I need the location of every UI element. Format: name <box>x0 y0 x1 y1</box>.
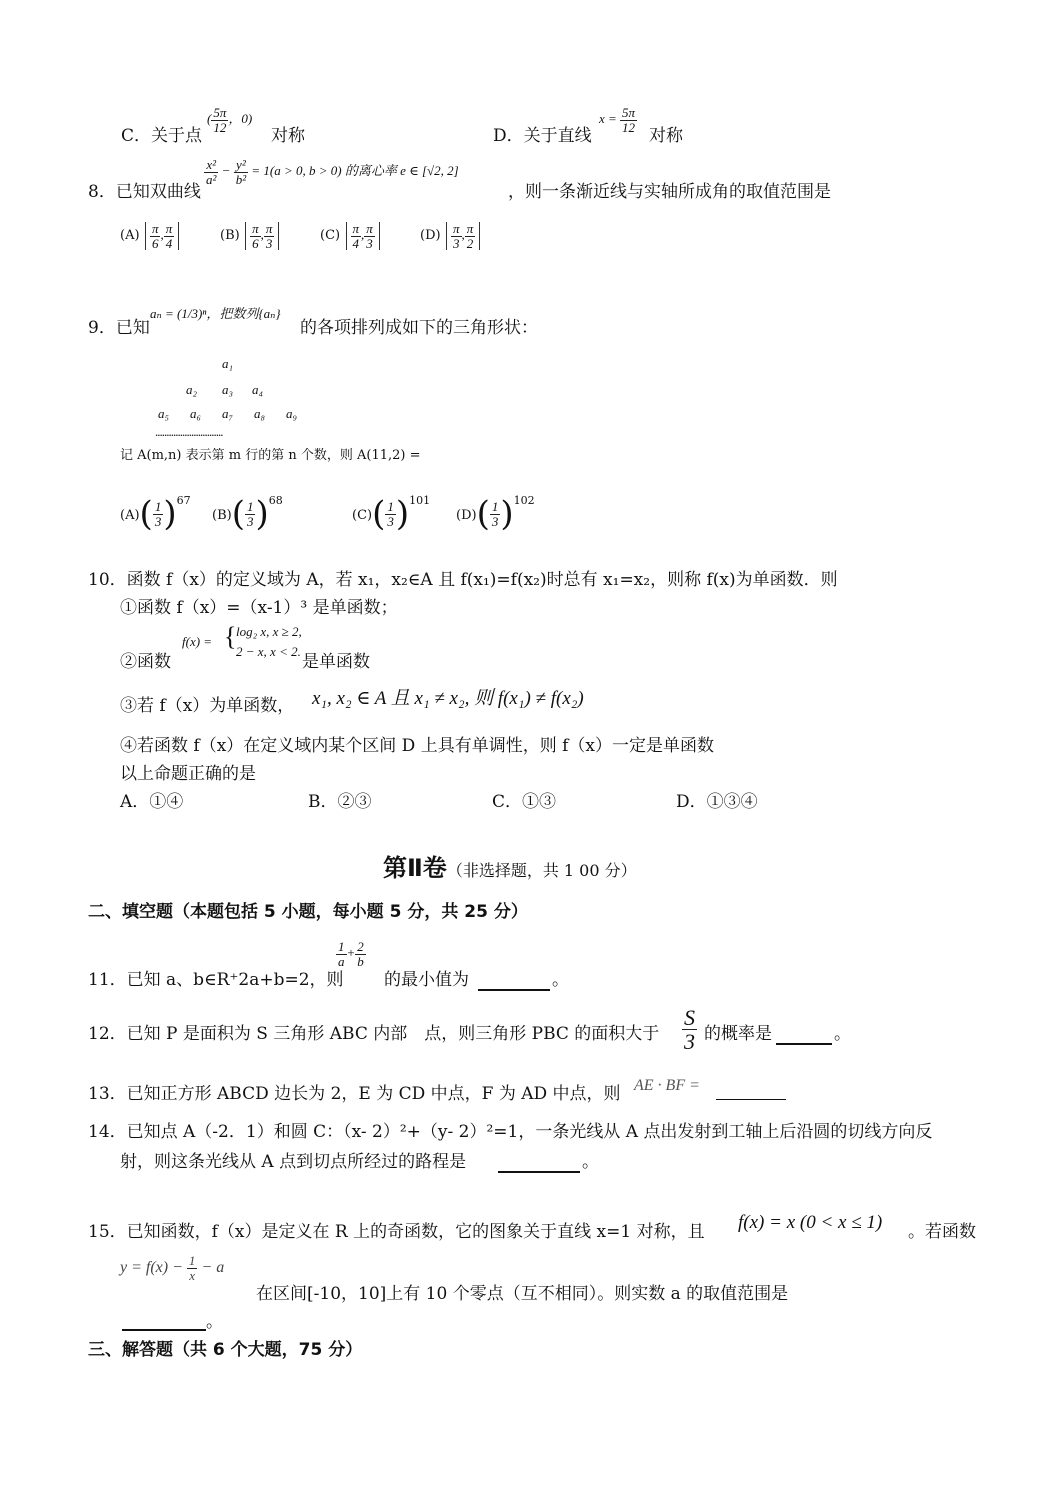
q8-hyperbola-formula: $\frac{\text{x²}}{\text{a²}}$ − $\frac{\text{y²}}{\text{b²}}$ = 1(a > 0, b > 0) 的离心率 e ∈ [√2, 2] <box>206 157 459 187</box>
q9-option-c: (C)( $\frac{1}{3}$ )$^{101}$ <box>352 494 431 534</box>
q8-options <box>120 222 520 268</box>
section-3-heading: 三、解答题（共 6 个大题，75 分） <box>88 1340 363 1360</box>
q13-answer-blank[interactable] <box>716 1098 786 1100</box>
q9-sequence-formula: aₙ = (1/3)ⁿ，把数列{aₙ} <box>150 306 281 321</box>
q11: 11．已知 a、b∈R⁺2a+b=2，则 $\frac{1}{a}$ + $\frac{2}{b}$ 的最小值为 。 <box>88 939 569 990</box>
q8-option-b: (B) $\frac{\pi}{6}$ , $\frac{\pi}{3}$ <box>220 222 279 250</box>
q8-option-c: (C) $\frac{\pi}{4}$ , $\frac{\pi}{3}$ <box>320 222 380 250</box>
q11-answer-blank[interactable] <box>478 988 550 991</box>
q10-options <box>120 792 780 816</box>
q9-options <box>120 494 550 550</box>
q10-stem: 10．函数 f（x）的定义域为 A，若 x₁，x₂∈A 且 f(x₁)=f(x₂)时总有 x₁=x₂，则称 f(x)为单函数．则 <box>88 570 838 590</box>
q9-triangle: a₁ a₂ a₃ a₄ a₅ a₆ a₇ a₈ a₉ .............................. <box>155 356 298 439</box>
q12: 12．已知 P 是面积为 S 三角形 ABC 内部 点，则三角形 PBC 的面积大于 $\frac{S}{3}$ 的概率是 。 <box>88 1005 851 1055</box>
part2-title: 第Ⅱ卷（非选择题，共 1 00 分） <box>383 854 637 882</box>
q15-line-2: y = f(x) − $\frac{1}{x}$ − a 在区间[-10，10]上有 10 个零点（互不相同）。则实数 a 的取值范围是 <box>120 1253 789 1304</box>
q10-option-b: B．②③ <box>308 792 372 812</box>
q7-c-label: C．关于点 <box>121 126 203 146</box>
q9-option-d: (D)( $\frac{1}{3}$ )$^{102}$ <box>456 494 535 534</box>
q10-option-a: A．①④ <box>120 792 184 812</box>
q15-answer: 。 <box>120 1312 240 1336</box>
q10-item-1: ①函数 f（x）=（x-1）³ 是单函数； <box>120 598 398 618</box>
q7-d-label: D．关于直线 <box>493 126 592 146</box>
q10-conclusion: 以上命题正确的是 <box>120 764 256 784</box>
q9-option-a: (A)( $\frac{1}{3}$ )$^{67}$ <box>120 494 191 534</box>
q14-line-2: 射，则这条光线从 A 点到切点所经过的路程是 。 <box>120 1152 599 1172</box>
section-2-heading: 二、填空题（本题包括 5 小题，每小题 5 分，共 25 分） <box>88 902 528 922</box>
q7-d-eq: x = $\frac{5\pi}{12}$ <box>599 105 636 135</box>
q7-d-suffix: 对称 <box>649 126 683 146</box>
q9-dots: .............................. <box>155 424 223 439</box>
q10-option-d: D．①③④ <box>676 792 758 812</box>
q9-option-b: (B)( $\frac{1}{3}$ )$^{68}$ <box>212 494 283 534</box>
q7-c-point: ( $\frac{5\pi}{12}$ ，0) <box>207 105 253 135</box>
q15-line-1: 15．已知函数，f（x）是定义在 R 上的奇函数，它的图象关于直线 x=1 对称，且 f(x) = x (0 < x ≤ 1) 。若函数 <box>88 1212 976 1242</box>
q14-line-1: 14．已知点 A（-2．1）和圆 C：（x- 2）²+（y- 2）²=1，一条光线从 A 点出发射到工轴上后沿圆的切线方向反 <box>88 1122 933 1142</box>
q12-answer-blank[interactable] <box>776 1042 832 1045</box>
q8-option-a: (A) $\frac{\pi}{6}$ , $\frac{\pi}{4}$ <box>120 222 179 250</box>
q7-c-suffix: 对称 <box>271 126 305 146</box>
q8-option-d: (D) $\frac{\pi}{3}$ , $\frac{\pi}{2}$ <box>420 222 480 250</box>
q10-item-2: ②函数 f(x) = { log₂ x, x ≥ 2, 2 − x, x < 2. 是单函数 <box>120 622 370 672</box>
q13: 13．已知正方形 ABCD 边长为 2，E 为 CD 中点，F 为 AD 中点，则 AE · BF = <box>88 1074 808 1104</box>
q14-answer-blank[interactable] <box>498 1170 580 1173</box>
q9-note: 记 A(m,n) 表示第 m 行的第 n 个数，则 A(11,2) = <box>120 448 421 463</box>
q10-item-4: ④若函数 f（x）在定义域内某个区间 D 上具有单调性，则 f（x）一定是单函数 <box>120 736 715 756</box>
q15-answer-blank[interactable] <box>122 1328 206 1331</box>
q10-option-c: C．①③ <box>492 792 557 812</box>
